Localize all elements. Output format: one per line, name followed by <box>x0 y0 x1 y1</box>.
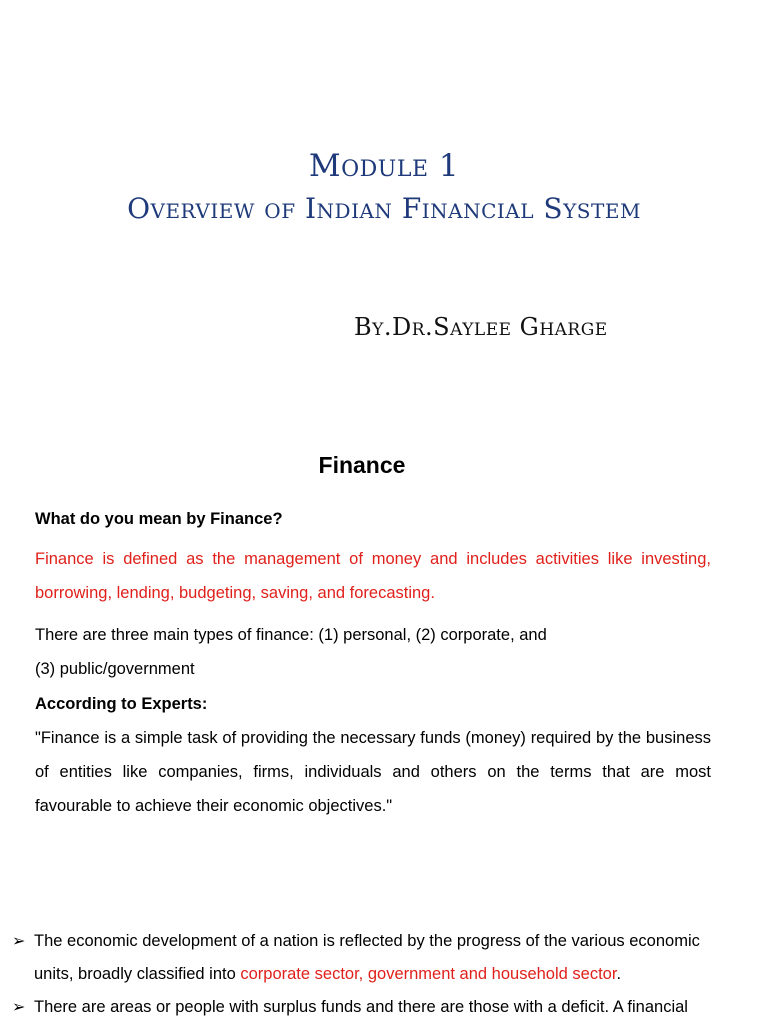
author-line: By.Dr.Saylee Gharge <box>354 313 608 341</box>
types-paragraph <box>35 618 711 686</box>
bullet-text: There are areas or people with surplus funds and there are those with a deficit. A financial <box>34 998 688 1016</box>
bullet-list <box>12 925 724 1024</box>
module-subtitle: Overview of Indian Financial System <box>127 192 641 225</box>
bullet-text: The economic development of a nation is reflected by the progress of the various economic units, broadly classified into <box>34 932 700 983</box>
question-text: What do you mean by Finance? <box>35 510 283 528</box>
bullet-item <box>12 925 724 991</box>
bullet-text-end: . <box>616 965 622 983</box>
arrow-bullet-icon: ➢ <box>12 933 26 950</box>
types-line-1: There are three main types of finance: (1) personal, (2) corporate, and <box>35 626 547 644</box>
arrow-bullet-icon: ➢ <box>12 999 26 1016</box>
bullet-item <box>12 991 724 1024</box>
section-heading: Finance <box>318 452 406 478</box>
module-title: Module 1 <box>308 148 460 184</box>
definition-text: Finance is defined as the management of money and includes activities like investing, borrowing, lending, budgeting, saving, and forecasting. <box>35 550 711 602</box>
expert-quote: "Finance is a simple task of providing the necessary funds (money) required by the business of entities like companies, firms, individuals and others on the terms that are most favourable to achieve their economic objectives." <box>35 729 711 815</box>
bullet-highlight: corporate sector, government and household sector <box>240 965 617 983</box>
types-line-2: (3) public/government <box>35 660 195 678</box>
according-label: According to Experts: <box>35 695 208 713</box>
